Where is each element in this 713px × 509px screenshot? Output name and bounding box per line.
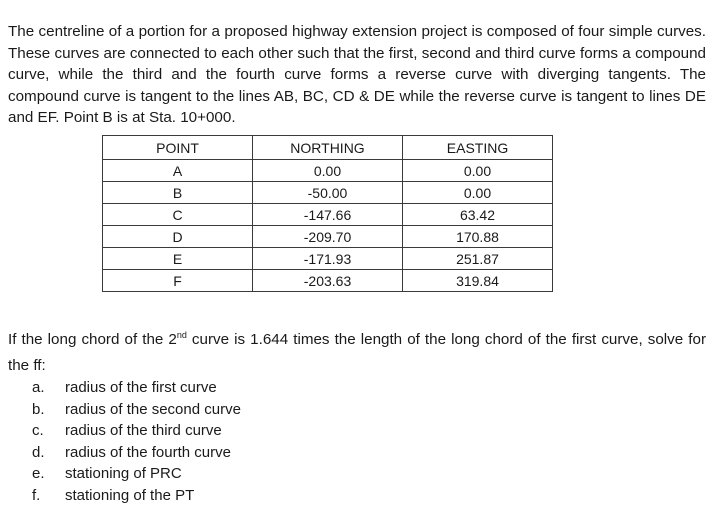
list-item-text: radius of the second curve: [65, 400, 241, 418]
table-header-row: [103, 136, 553, 160]
table-row: [103, 182, 553, 204]
ordinal-superscript: nd: [176, 330, 187, 341]
northing-cell: 0.00: [253, 160, 403, 182]
list-item-text: stationing of PRC: [65, 465, 182, 482]
list-item: [32, 485, 241, 507]
northing-cell: -209.70: [253, 226, 403, 248]
easting-cell: 319.84: [403, 270, 553, 292]
point-cell: F: [103, 270, 253, 292]
table-row: [103, 248, 553, 270]
list-marker: c.: [32, 422, 44, 439]
question-text-end: curve is 1.644 times the length of the long chord of the first curve, solve for the ff:: [8, 331, 706, 375]
list-marker: e.: [32, 465, 45, 482]
easting-cell: 0.00: [403, 182, 553, 204]
tasks-list: [32, 377, 241, 506]
list-item: [32, 442, 241, 464]
list-marker: b.: [32, 400, 45, 418]
point-cell: A: [103, 160, 253, 182]
northing-cell: -171.93: [253, 248, 403, 270]
problem-statement: The centreline of a portion for a proposed highway extension project is composed of four simple curves. These curves are connected to each other such that the first, second and third curve forms a compound curve, while the third and the fourth curve forms a reverse curve with diverging tangents. The compound curve is tangent to the lines AB, BC, CD & DE while the reverse curve is tangent to lines DE and EF. Point B is at Sta. 10+000.: [8, 23, 706, 127]
coordinates-table: [102, 135, 553, 292]
header-point: POINT: [103, 136, 253, 160]
easting-cell: 63.42: [403, 204, 553, 226]
table-row: [103, 270, 553, 292]
easting-cell: 170.88: [403, 226, 553, 248]
table-row: [103, 160, 553, 182]
easting-cell: 251.87: [403, 248, 553, 270]
point-cell: D: [103, 226, 253, 248]
easting-cell: 0.00: [403, 160, 553, 182]
list-marker: f.: [32, 486, 41, 504]
header-easting: EASTING: [403, 136, 553, 160]
point-cell: B: [103, 182, 253, 204]
table-row: [103, 226, 553, 248]
northing-cell: -147.66: [253, 204, 403, 226]
table-row: [103, 204, 553, 226]
northing-cell: -203.63: [253, 270, 403, 292]
list-marker: a.: [32, 379, 45, 396]
question-text: [8, 327, 706, 379]
list-item: [32, 420, 241, 442]
point-cell: E: [103, 248, 253, 270]
list-item: [32, 399, 241, 421]
list-item: [32, 463, 241, 485]
list-item-text: radius of the fourth curve: [65, 443, 231, 461]
point-cell: C: [103, 204, 253, 226]
list-item-text: radius of the third curve: [65, 422, 222, 439]
list-item-text: radius of the first curve: [65, 379, 217, 396]
header-northing: NORTHING: [253, 136, 403, 160]
list-item: [32, 377, 241, 399]
list-item-text: stationing of the PT: [65, 486, 195, 504]
list-marker: d.: [32, 443, 45, 461]
northing-cell: -50.00: [253, 182, 403, 204]
question-text-start: If the long chord of the 2: [8, 331, 177, 349]
